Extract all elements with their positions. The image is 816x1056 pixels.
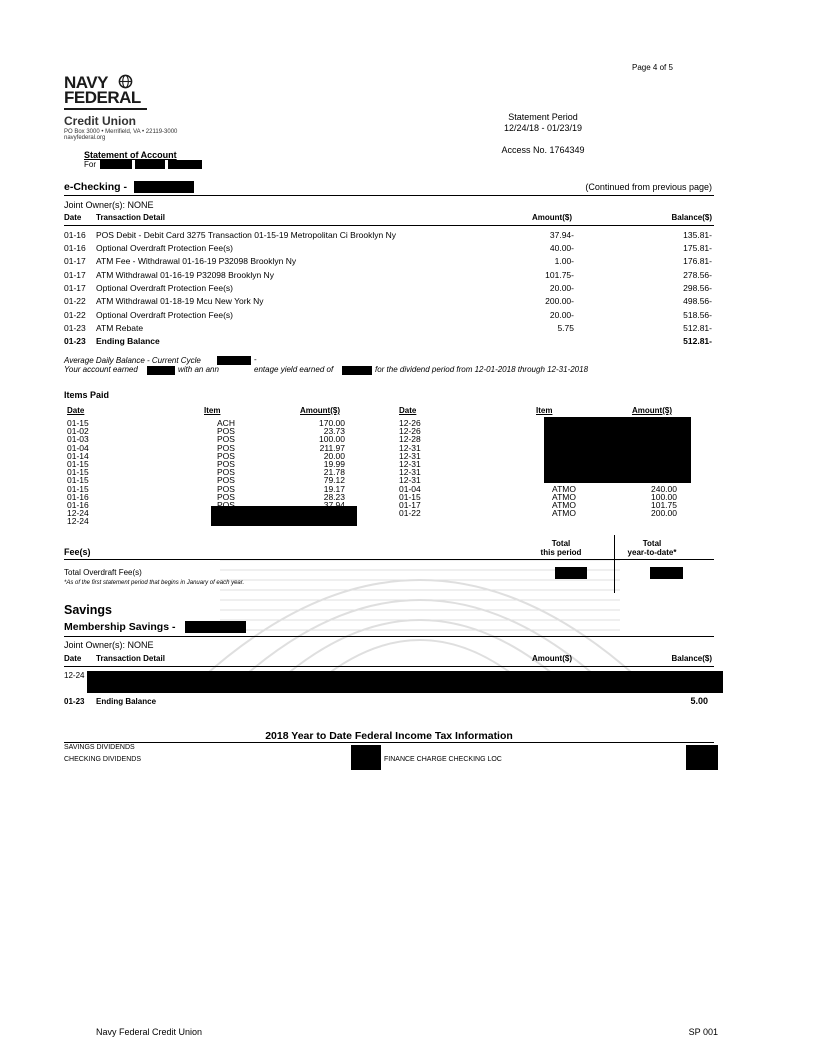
navy-federal-logo: [64, 73, 214, 141]
ip-right-items: [550, 485, 578, 518]
row-balance: 175.81-: [683, 243, 712, 253]
avg-daily-dash: -: [254, 355, 257, 364]
list-item: 01-16: [67, 500, 89, 511]
list-item: POS: [217, 475, 235, 486]
list-item: POS: [217, 483, 235, 494]
redaction: [217, 356, 251, 365]
table-row: [64, 243, 714, 256]
row-detail: POS Debit - Debit Card 3275 Transaction 01-15-19 Metropolitan Ci Brooklyn Ny: [96, 230, 397, 240]
col-header-date: Date: [64, 213, 82, 222]
continued-note: (Continued from previous page): [585, 182, 712, 192]
fees-footnote: *As of the first statement period that begins in January of each year.: [64, 580, 245, 586]
savings-title: Savings: [64, 603, 112, 617]
redaction: [135, 160, 165, 169]
ip-header-item-right: Item: [536, 406, 553, 415]
row-balance: 298.56-: [683, 283, 712, 293]
list-item: 01-15: [399, 491, 421, 502]
row-balance: 278.56-: [683, 270, 712, 280]
list-item: ATMO: [552, 500, 576, 510]
row-detail: ATM Withdrawal 01-18-19 Mcu New York Ny: [96, 296, 264, 306]
footer-name: Navy Federal Credit Union: [96, 1027, 203, 1037]
list-item: 20.00: [323, 450, 345, 461]
list-item: 01-15: [67, 459, 89, 470]
tax-info-title: 2018 Year to Date Federal Income Tax Information: [265, 730, 513, 742]
savings-ending-label: Ending Balance: [96, 697, 157, 706]
list-item: ACH: [217, 418, 235, 428]
list-item: ATMO: [552, 508, 576, 519]
list-item: 01-15: [67, 483, 89, 494]
logo-website: navyfederal.org: [64, 135, 106, 141]
row-detail: ATM Rebate: [96, 323, 144, 333]
list-item: POS: [217, 426, 235, 437]
ip-left-items: [212, 419, 240, 509]
list-item: 240.00: [651, 483, 677, 494]
footer-code: SP 001: [688, 1027, 718, 1037]
finance-charge-label: FINANCE CHARGE CHECKING LOC: [384, 756, 502, 763]
list-item: 79.12: [323, 475, 345, 486]
ip-left-amounts: [300, 419, 345, 509]
savings-ending-balance: 5.00: [690, 696, 708, 706]
statement-title: Statement of Account: [84, 150, 177, 160]
list-item: 211.97: [319, 442, 345, 453]
savings-col-date: Date: [64, 654, 82, 663]
row-balance: 135.81-: [683, 230, 712, 240]
row-balance: 512.81-: [683, 323, 712, 333]
redaction: [147, 366, 175, 375]
col-header-balance: Balance($): [671, 213, 712, 222]
list-item: ATMO: [552, 483, 576, 494]
list-item: POS: [217, 450, 235, 461]
logo-address: PO Box 3000 • Merrifield, VA • 22119-3000: [64, 129, 178, 135]
row-detail: Optional Overdraft Protection Fee(s): [96, 310, 234, 320]
list-item: 12-31: [399, 467, 421, 478]
list-item: POS: [217, 459, 235, 470]
total-this-period-header: [530, 539, 592, 557]
list-item: 01-17: [399, 500, 421, 511]
list-item: 01-04: [67, 442, 89, 453]
row-detail: Ending Balance: [96, 336, 160, 346]
row-amount: 101.75-: [545, 270, 574, 280]
savings-col-detail: Transaction Detail: [96, 654, 165, 663]
fees-divider: [614, 535, 615, 593]
list-item: 01-04: [399, 483, 421, 494]
logo-underline: [64, 108, 147, 110]
list-item: 01-16: [67, 491, 89, 502]
row-balance: 518.56-: [683, 310, 712, 320]
row-detail: Optional Overdraft Protection Fee(s): [96, 283, 234, 293]
yield-text-3: entage yield earned of: [254, 365, 334, 374]
list-item: 12-31: [399, 475, 421, 486]
col-header-detail: Transaction Detail: [96, 213, 165, 222]
list-item: 12-28: [399, 434, 421, 445]
col-header-amount: Amount($): [532, 213, 572, 222]
row-amount: 5.75: [557, 323, 574, 333]
row-amount: 20.00-: [549, 310, 574, 320]
row-detail: ATM Fee - Withdrawal 01-16-19 P32098 Brooklyn Ny: [96, 256, 297, 266]
redaction: [168, 160, 202, 169]
globe-icon: [118, 74, 133, 89]
header-line: Total: [642, 539, 662, 548]
header-line: Total: [551, 539, 571, 548]
membership-savings-title: Membership Savings -: [64, 621, 176, 633]
redaction: [185, 621, 246, 633]
list-item: 200.00: [651, 508, 677, 519]
row-balance: 498.56-: [683, 296, 712, 306]
ending-balance-row: [64, 336, 714, 349]
list-item: 23.73: [323, 426, 345, 437]
list-item: POS: [217, 434, 235, 445]
row-date: 01-23: [64, 323, 86, 333]
list-item: 12-24: [67, 508, 89, 519]
row-amount: 20.00-: [549, 283, 574, 293]
checking-dividends-label: CHECKING DIVIDENDS: [64, 756, 142, 763]
list-item: 28.23: [323, 491, 345, 502]
savings-col-amount: Amount($): [532, 654, 572, 663]
access-number: Access No. 1764349: [501, 145, 585, 155]
row-date: 01-22: [64, 296, 86, 306]
table-row: [64, 283, 714, 296]
redaction: [134, 181, 194, 193]
row-date: 01-17: [64, 256, 86, 266]
table-row: [64, 256, 714, 269]
table-row: [64, 310, 714, 323]
savings-joint-owner: Joint Owner(s): NONE: [64, 640, 154, 650]
divider: [64, 742, 714, 743]
ip-right-dates: [399, 419, 421, 517]
row-date: 01-23: [64, 336, 86, 346]
divider: [64, 559, 714, 560]
redaction: [555, 567, 587, 579]
list-item: 19.17: [323, 483, 345, 494]
logo-federal-text: FEDERAL: [64, 88, 141, 107]
row-balance: 512.81-: [683, 336, 712, 346]
list-item: 21.78: [323, 467, 345, 478]
row-date: 01-16: [64, 230, 86, 240]
ip-right-amounts: [632, 485, 677, 518]
statement-period-range: 12/24/18 - 01/23/19: [503, 123, 583, 133]
list-item: POS: [217, 467, 235, 478]
savings-row-date: 12-24: [64, 671, 85, 680]
logo-navy-text: NAVY: [64, 73, 108, 92]
ip-header-date-right: Date: [399, 406, 417, 415]
list-item: 101.75: [651, 500, 677, 510]
redaction: [351, 745, 381, 770]
table-row: [64, 323, 714, 336]
list-item: 12-24: [67, 516, 89, 527]
list-item: 12-26: [399, 418, 421, 428]
yield-text-1: Your account earned: [64, 365, 138, 374]
list-item: 170.00: [319, 418, 345, 428]
fees-title: Fee(s): [64, 547, 91, 557]
list-item: POS: [217, 491, 235, 502]
checking-title: e-Checking -: [64, 181, 128, 193]
row-balance: 176.81-: [683, 256, 712, 266]
ip-left-dates: [67, 419, 89, 526]
row-date: 01-16: [64, 243, 86, 253]
list-item: 12-31: [399, 442, 421, 453]
redaction: [87, 671, 723, 693]
divider: [64, 225, 714, 226]
total-overdraft-fees-label: Total Overdraft Fee(s): [64, 568, 142, 577]
divider: [64, 666, 714, 667]
row-detail: Optional Overdraft Protection Fee(s): [96, 243, 234, 253]
list-item: 01-15: [67, 475, 89, 486]
header-line: year-to-date*: [627, 548, 677, 557]
logo-credit-union: Credit Union: [64, 114, 136, 128]
items-paid-title: Items Paid: [64, 390, 110, 400]
page-number: Page 4 of 5: [632, 63, 673, 72]
row-date: 01-17: [64, 283, 86, 293]
divider: [64, 636, 714, 637]
list-item: 01-15: [67, 418, 89, 428]
redaction: [211, 506, 357, 526]
table-row: [64, 296, 714, 309]
row-amount: 40.00-: [549, 243, 574, 253]
redaction: [100, 160, 132, 169]
list-item: 01-02: [67, 426, 89, 437]
header-line: this period: [540, 548, 582, 557]
list-item: POS: [217, 442, 235, 453]
list-item: 01-03: [67, 434, 89, 445]
joint-owner: Joint Owner(s): NONE: [64, 200, 154, 210]
list-item: 19.99: [323, 459, 345, 470]
list-item: 12-31: [399, 459, 421, 470]
savings-col-balance: Balance($): [671, 654, 712, 663]
list-item: 01-15: [67, 467, 89, 478]
row-date: 01-22: [64, 310, 86, 320]
row-amount: 1.00-: [554, 256, 574, 266]
list-item: 100.00: [319, 434, 345, 445]
watermark-seal: [180, 540, 660, 690]
total-ytd-header: [617, 539, 687, 557]
row-detail: ATM Withdrawal 01-16-19 P32098 Brooklyn Ny: [96, 270, 274, 280]
list-item: 100.00: [651, 491, 677, 502]
redaction: [544, 417, 691, 483]
row-amount: 37.94-: [549, 230, 574, 240]
ip-header-amount-left: Amount($): [300, 406, 340, 415]
list-item: 12-31: [399, 450, 421, 461]
statement-for-label: For: [84, 160, 96, 169]
ip-header-amount-right: Amount($): [632, 406, 672, 415]
redaction: [342, 366, 372, 375]
list-item: 01-22: [399, 508, 421, 519]
ip-header-date-left: Date: [67, 406, 85, 415]
redaction: [650, 567, 683, 579]
avg-daily-balance: Average Daily Balance - Current Cycle: [64, 356, 201, 365]
list-item: 01-14: [67, 450, 89, 461]
savings-dividends-label: SAVINGS DIVIDENDS: [64, 744, 135, 751]
row-amount: 200.00-: [545, 296, 574, 306]
table-row: [64, 230, 714, 243]
redaction: [686, 745, 718, 770]
list-item: 12-26: [399, 426, 421, 437]
savings-ending-date: 01-23: [64, 697, 85, 706]
yield-text-2: with an ann: [178, 365, 219, 374]
ip-header-item-left: Item: [204, 406, 221, 415]
table-row: [64, 270, 714, 283]
row-date: 01-17: [64, 270, 86, 280]
list-item: ATMO: [552, 491, 576, 502]
statement-period-label: Statement Period: [508, 112, 578, 122]
divider: [64, 195, 714, 196]
yield-text-4: for the dividend period from 12-01-2018 through 12-31-2018: [375, 365, 589, 374]
